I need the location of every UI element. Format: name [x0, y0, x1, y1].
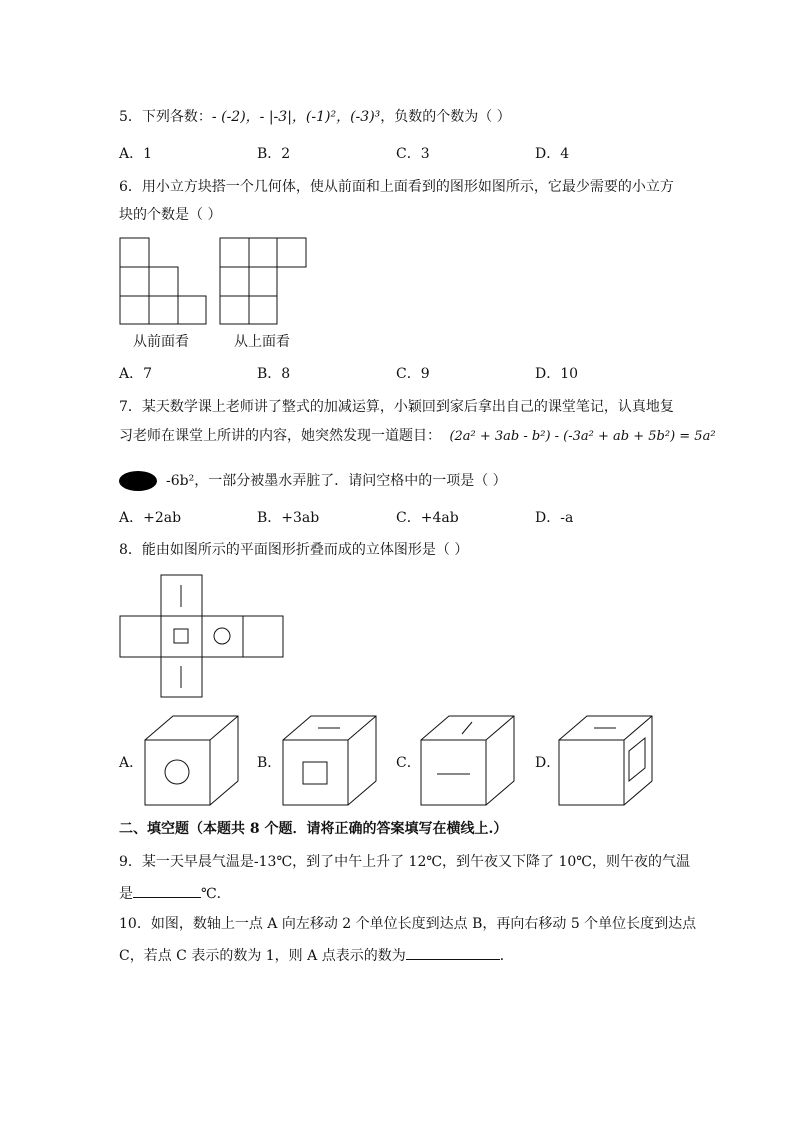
q6-option-c[interactable]: C．9	[396, 366, 430, 382]
cube-a[interactable]	[145, 716, 238, 805]
q7-option-c[interactable]: C．+4ab	[396, 510, 459, 526]
q6-option-a[interactable]: A．7	[119, 366, 153, 382]
q9-stem-line2	[119, 883, 231, 904]
q5-option-c[interactable]: C．3	[396, 146, 430, 162]
section-title-fill-in: 二、填空题（本题共 8 个题．请将正确的答案填写在横线上.）	[119, 821, 508, 837]
cube-b[interactable]	[283, 716, 376, 805]
q7-option-d[interactable]: D．-a	[535, 510, 574, 526]
q6-option-b[interactable]: B．8	[257, 366, 291, 382]
q10-stem-line1: 10．如图，数轴上一点 A 向左移动 2 个单位长度到达点 B，再向右移动 5 个单位长度到达点	[119, 916, 697, 932]
q7-option-a[interactable]: A．+2ab	[119, 510, 182, 526]
q8-option-b-label[interactable]: B．	[257, 755, 282, 771]
q7-stem-line1: 7．某天数学课上老师讲了整式的加减运算，小颖回到家后拿出自己的课堂笔记，认真地复	[119, 399, 674, 415]
q6-option-d[interactable]: D．10	[535, 366, 579, 382]
q8-option-d-label[interactable]: D．	[535, 755, 561, 771]
q5-option-a[interactable]: A．1	[119, 146, 153, 162]
cube-c[interactable]	[421, 716, 514, 805]
q6-caption-front: 从前面看	[133, 334, 189, 350]
q10-line2-text: C，若点 C 表示的数为 1，则 A 点表示的数为	[119, 948, 406, 964]
q6-caption-top: 从上面看	[234, 334, 290, 350]
q6-stem-line2: 块的个数是（ ）	[119, 207, 222, 223]
q10-line2-end: ．	[499, 948, 514, 964]
q5-suffix: ，负数的个数为（ ）	[380, 109, 511, 125]
q9-line2-suffix: ℃．	[201, 886, 231, 902]
q5-prefix: 5．下列各数：	[119, 109, 212, 125]
q8-option-c-label[interactable]: C．	[396, 755, 421, 771]
q5-option-d[interactable]: D．4	[535, 146, 570, 162]
q8-stem: 8．能由如图所示的平面图形折叠而成的立体图形是（ ）	[119, 542, 469, 558]
cube-d[interactable]	[559, 716, 652, 805]
q8-option-a-label[interactable]: A．	[119, 755, 144, 771]
q7-stem-line2-text: 习老师在课堂上所讲的内容，她突然发现一道题目：	[119, 428, 441, 444]
q7-option-b[interactable]: B．+3ab	[257, 510, 320, 526]
q5-option-b[interactable]: B．2	[257, 146, 291, 162]
q5-expression: - (-2)，- |-3|，(-1)²，(-3)³	[211, 109, 381, 125]
q9-stem-line1: 9．某一天早晨气温是-13℃，到了中午上升了 12℃，到午夜又下降了 10℃，则午夜的气温	[119, 854, 690, 870]
q7-equation: (2a² + 3ab - b²) - (-3a² + ab + 5b²) = 5a²	[449, 429, 716, 444]
q9-line2-prefix: 是	[119, 886, 133, 902]
q6-stem-line1: 6．用小立方块搭一个几何体，使从前面和上面看到的图形如图所示，它最少需要的小立方	[119, 179, 674, 195]
q9-answer-blank[interactable]	[133, 883, 201, 898]
q10-answer-blank[interactable]	[406, 945, 500, 960]
q7-stem-line3: -6b²，一部分被墨水弄脏了．请问空格中的一项是（ ）	[166, 473, 507, 489]
q10-stem-line2	[119, 945, 514, 966]
